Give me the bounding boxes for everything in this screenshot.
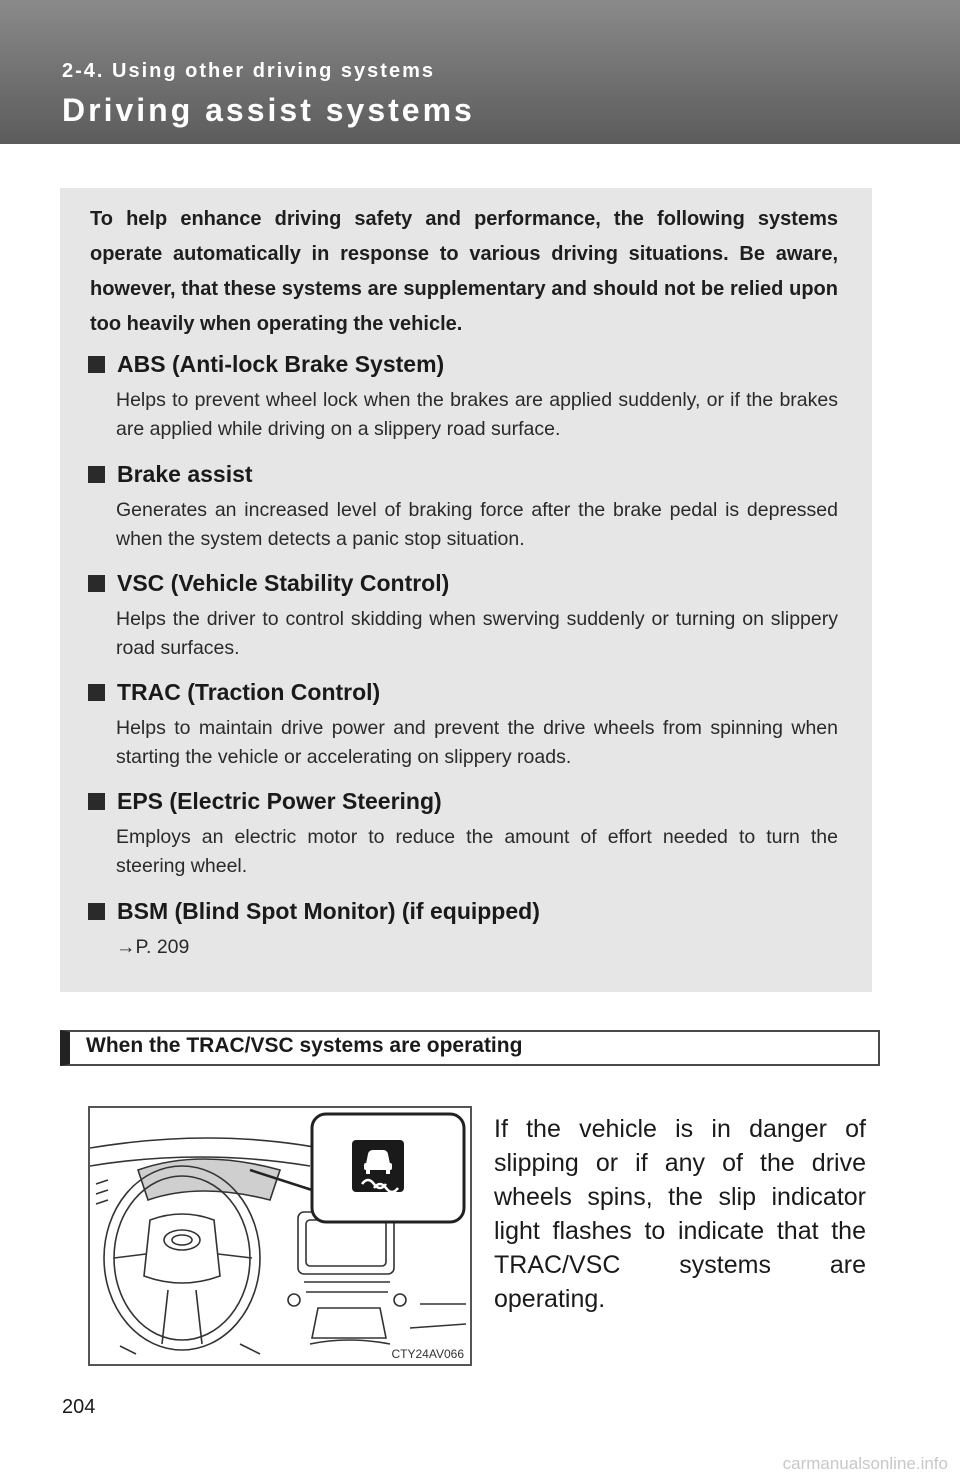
feature-description: Employs an electric motor to reduce the amount of effort needed to turn the steering wheel.	[116, 826, 838, 877]
bullet-square-icon	[88, 793, 105, 810]
bullet-square-icon	[88, 903, 105, 920]
intro-paragraph: To help enhance driving safety and performance, the following systems operate automatically in response to various driving situations. Be aware, however, that these systems are supplementary and should not be relied upon too heavily when operating the vehicle.	[90, 208, 838, 335]
dashboard-drawing	[90, 1108, 470, 1364]
watermark: carmanualsonline.info	[782, 1454, 948, 1473]
feature-description: Helps the driver to control skidding when swerving suddenly or turning on slippery road surfaces.	[116, 608, 838, 659]
bullet-square-icon	[88, 466, 105, 483]
page-title: Driving assist systems	[62, 92, 475, 128]
illustration-code: CTY24AV066	[391, 1347, 464, 1361]
feature-title: Brake assist	[117, 460, 253, 487]
feature-brake-assist	[88, 458, 840, 554]
subsection-body: If the vehicle is in danger of slipping or if any of the drive wheels spins, the slip indicator light flashes to indicate that the TRAC/VSC systems are operating.	[494, 1115, 866, 1313]
page-number: 204	[62, 1396, 96, 1418]
feature-vsc	[88, 567, 840, 663]
subsection-heading-box	[60, 1030, 880, 1066]
bullet-square-icon	[88, 684, 105, 701]
section-header	[0, 0, 960, 144]
feature-heading	[88, 895, 840, 927]
feature-heading	[88, 785, 840, 817]
feature-heading	[88, 676, 840, 708]
feature-title: BSM (Blind Spot Monitor) (if equipped)	[117, 897, 540, 924]
info-box	[60, 188, 872, 992]
feature-title: EPS (Electric Power Steering)	[117, 787, 442, 814]
feature-trac	[88, 676, 840, 772]
feature-abs	[88, 348, 840, 444]
feature-bsm	[88, 895, 840, 962]
feature-title: TRAC (Traction Control)	[117, 678, 381, 705]
feature-heading	[88, 348, 840, 380]
bullet-square-icon	[88, 356, 105, 373]
bullet-square-icon	[88, 575, 105, 592]
feature-description: Helps to prevent wheel lock when the brakes are applied suddenly, or if the brakes are applied while driving on a slippery road surface.	[116, 389, 838, 440]
feature-description: Generates an increased level of braking force after the brake pedal is depressed when the system detects a panic stop situation.	[116, 499, 838, 550]
slip-indicator-icon	[352, 1140, 404, 1192]
feature-heading	[88, 567, 840, 599]
feature-title: VSC (Vehicle Stability Control)	[117, 569, 450, 596]
page-reference: →P. 209	[116, 936, 190, 958]
subsection-heading: When the TRAC/VSC systems are operating	[86, 1034, 523, 1057]
feature-description: Helps to maintain drive power and prevent the drive wheels from spinning when starting the vehicle or accelerating on slippery roads.	[116, 717, 838, 768]
dashboard-illustration	[88, 1106, 472, 1366]
section-number: 2-4. Using other driving systems	[62, 60, 435, 82]
feature-title: ABS (Anti-lock Brake System)	[117, 350, 445, 377]
feature-eps	[88, 785, 840, 881]
feature-heading	[88, 458, 840, 490]
